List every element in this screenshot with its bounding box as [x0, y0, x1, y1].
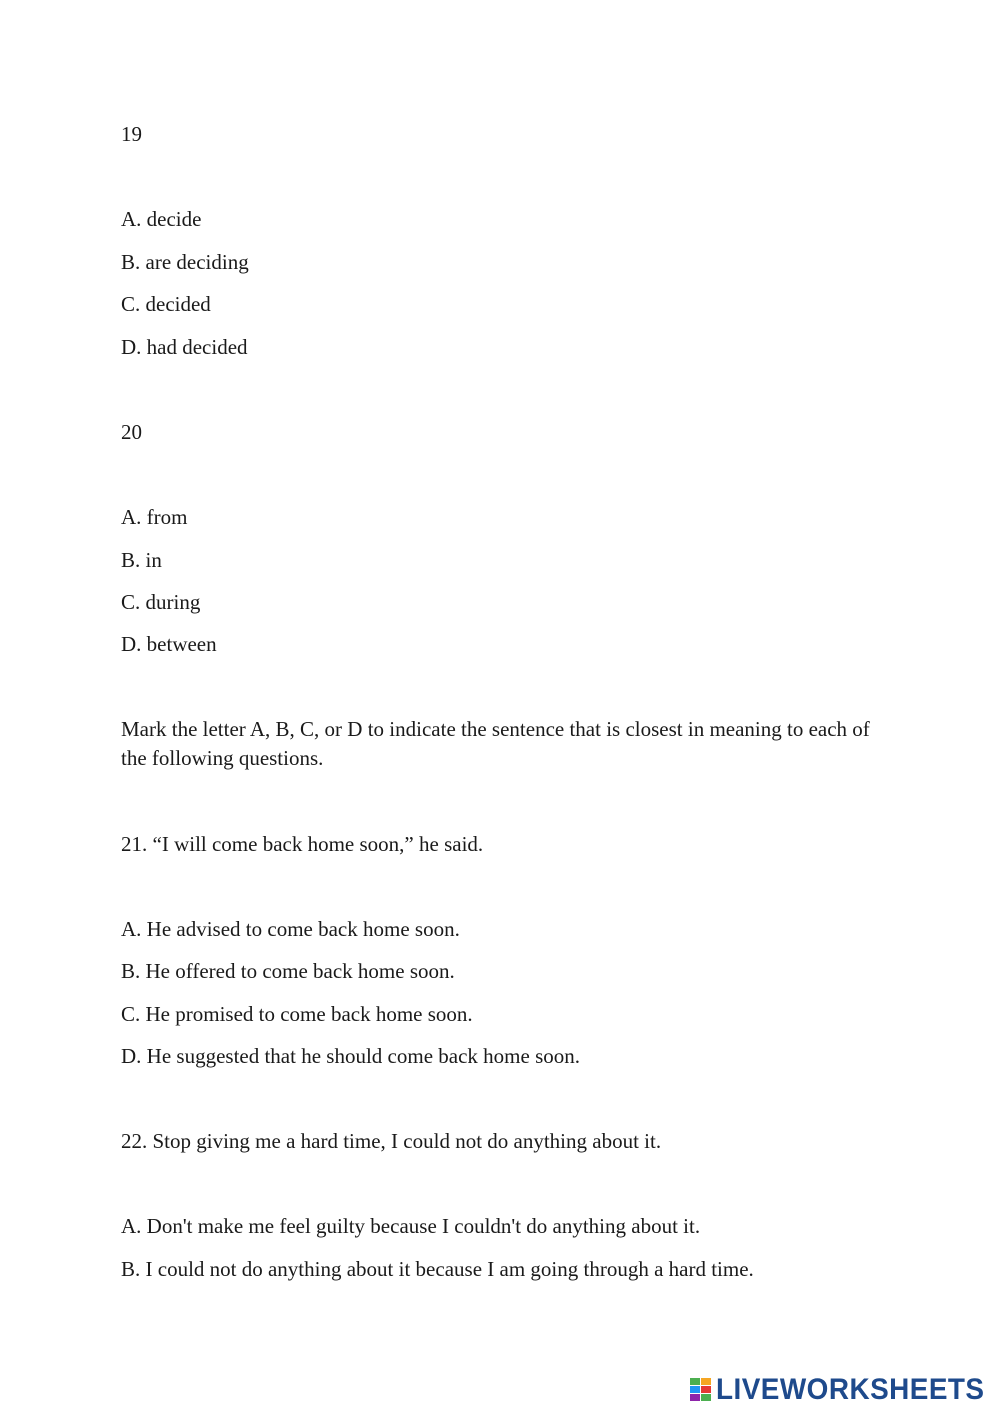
answer-option: D. between: [121, 632, 217, 656]
answer-option: A. from: [121, 505, 188, 529]
question-prompt: 21. “I will come back home soon,” he said.: [121, 832, 484, 856]
answer-option: D. had decided: [121, 335, 248, 359]
answer-option: D. He suggested that he should come back home soon.: [121, 1044, 580, 1068]
liveworksheets-logo-icon: [690, 1378, 712, 1402]
answer-option: C. during: [121, 590, 201, 614]
answer-option: A. Don't make me feel guilty because I couldn't do anything about it.: [121, 1214, 701, 1238]
answer-option: B. I could not do anything about it because I am going through a hard time.: [121, 1257, 754, 1281]
section-instruction: Mark the letter A, B, C, or D to indicate the sentence that is closest in meaning to each of the following questions.: [121, 717, 870, 770]
answer-option: A. decide: [121, 207, 202, 231]
answer-option: B. are deciding: [121, 250, 249, 274]
answer-option: C. decided: [121, 292, 211, 316]
liveworksheets-logo[interactable]: [690, 1373, 1000, 1407]
answer-option: B. in: [121, 548, 162, 572]
answer-option: C. He promised to come back home soon.: [121, 1002, 473, 1026]
question-prompt: 22. Stop giving me a hard time, I could not do anything about it.: [121, 1129, 662, 1153]
question-number: 20: [121, 420, 142, 444]
answer-option: A. He advised to come back home soon.: [121, 917, 460, 941]
brand-name: LIVEWORKSHEETS: [716, 1373, 985, 1406]
question-number: 19: [121, 122, 142, 146]
answer-option: B. He offered to come back home soon.: [121, 959, 455, 983]
